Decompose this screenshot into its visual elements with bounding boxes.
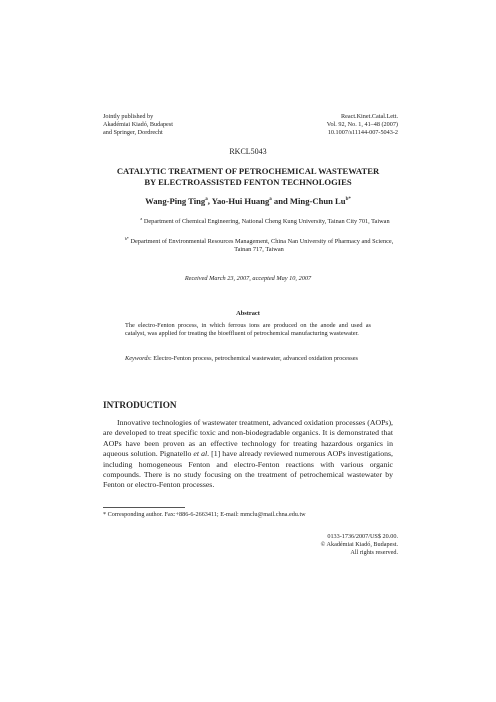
- publisher-line: Jointly published by: [103, 113, 154, 120]
- publisher-line: and Springer, Dordrecht: [103, 129, 163, 136]
- article-code: RKCL5043: [229, 147, 267, 156]
- copyright-line: 0133-1736/2007/US$ 20.00.: [327, 533, 398, 540]
- author-list: [0, 196, 496, 206]
- abstract-body: The electro-Fenton process, in which ferrous ions are produced on the anode and used as catalyst, was applied for treating the bioeffluent of petrochemical manufacturing wastewater.: [125, 322, 371, 338]
- keywords: [125, 355, 371, 363]
- introduction-paragraph: [103, 418, 393, 491]
- journal-line: 10.1007/s11144-007-5043-2: [327, 129, 398, 136]
- intro-text-italic: et al: [193, 449, 208, 459]
- intro-text: . [1] have already reviewed numerous AOPs investigations, including homogeneous Fenton and electro-Fenton reactions with various organic compounds. There is no study focusing on the treatment of petrochemical wastewater by Fenton or electro-Fenton processes.: [103, 449, 393, 490]
- received-dates: Received March 23, 2007, accepted May 10, 2007: [184, 275, 312, 282]
- author-affil-mark: b*: [345, 197, 351, 203]
- author-name: Wang-Ping Ting: [145, 196, 206, 206]
- title-line: BY ELECTROASSISTED FENTON TECHNOLOGIES: [144, 176, 352, 187]
- publisher-line: Akadémiai Kiadó, Budapest: [103, 121, 173, 128]
- author-separator: ,: [207, 196, 212, 206]
- keywords-label: Keywords: [125, 355, 150, 362]
- journal-line: Vol. 92, No. 1, 41–48 (2007): [326, 121, 398, 128]
- author-name: Ming-Chun Lu: [289, 196, 346, 206]
- copyright-line: All rights reserved.: [350, 549, 398, 557]
- section-heading-introduction: INTRODUCTION: [103, 400, 177, 410]
- corresponding-author-footnote: * Corresponding author. Fax:+886-6-2663411; E-mail: mmclu@mail.chna.edu.tw: [103, 511, 306, 518]
- journal-line: React.Kinet.Catal.Lett.: [340, 113, 398, 120]
- affiliation-mark: a: [140, 216, 143, 221]
- title-line: CATALYTIC TREATMENT OF PETROCHEMICAL WASTEWATER: [116, 166, 380, 176]
- journal-citation: [248, 113, 398, 137]
- affiliation: [130, 215, 400, 226]
- footnote-divider: [103, 507, 185, 508]
- affiliation-mark: b*: [124, 236, 129, 241]
- affiliation: [118, 235, 400, 254]
- affiliation-text: Department of Environmental Resources Management, China Nan University of Pharmacy and Science, Tainan 717, Taiwan: [128, 238, 394, 254]
- author-separator: and: [271, 196, 290, 206]
- copyright-line: © Akadémiai Kiadó, Budapest.: [320, 541, 398, 549]
- author-affil-mark: a: [269, 197, 272, 203]
- author-name: Yao-Hui Huang: [211, 196, 270, 206]
- intro-text: Innovative technologies of wastewater treatment, advanced oxidation processes (AOPs), are developed to treat specific toxic and non-biodegradable organics. It is demonstrated that AOPs have been proven as an effective technology for treating hazardous organics in aqueous solution. Pignatello: [103, 418, 393, 459]
- publisher-info: [103, 113, 243, 137]
- author-affil-mark: a: [205, 197, 208, 203]
- abstract-heading: Abstract: [236, 310, 260, 317]
- copyright-notice: [218, 533, 398, 558]
- keywords-text: : Electro-Fenton process, petrochemical wastewater, advanced oxidation processes: [149, 355, 358, 362]
- paper-title: [90, 166, 406, 187]
- affiliation-text: Department of Chemical Engineering, National Cheng Kung University, Tainan City 701, Taiwan: [142, 218, 390, 226]
